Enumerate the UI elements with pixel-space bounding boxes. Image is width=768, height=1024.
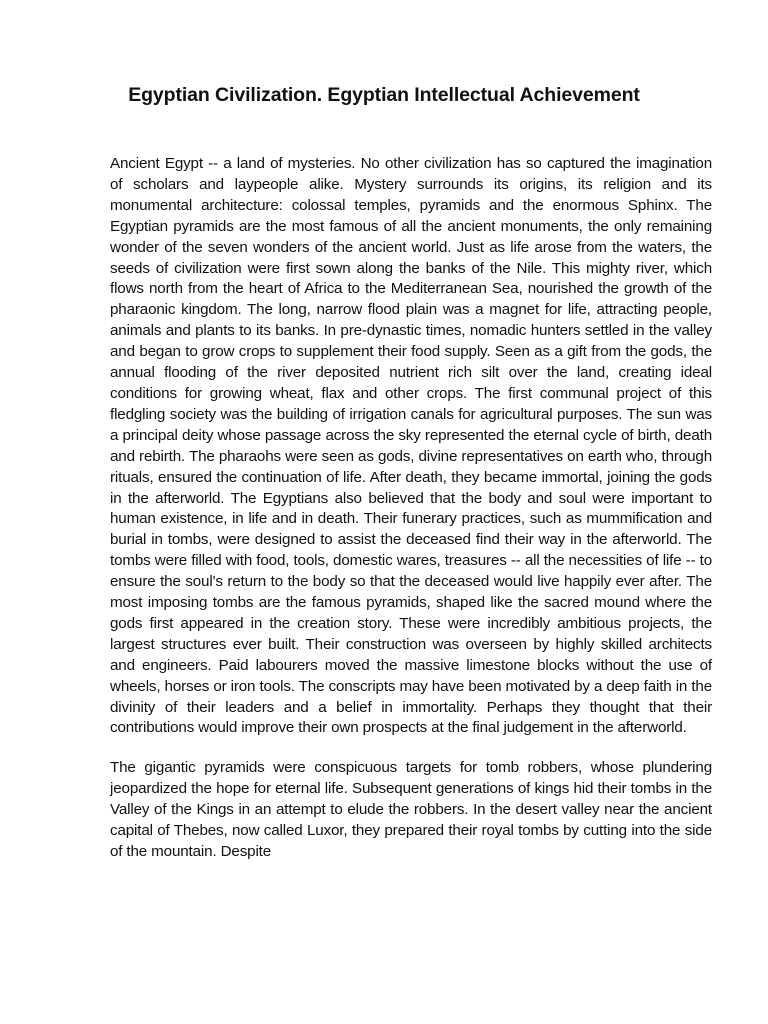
document-title: Egyptian Civilization. Egyptian Intellectual Achievement bbox=[128, 84, 640, 107]
paragraph-2: The gigantic pyramids were conspicuous targets for tomb robbers, whose plundering jeopardized the hope for eternal life. Subsequent generations of kings hid their tombs in the Valley of the Kings in an attempt to elude the robbers. In the desert valley near the ancient capital of Thebes, now called Luxor, they prepared their royal tombs by cutting into the side of the mountain. Despite bbox=[110, 759, 712, 860]
document-body bbox=[110, 154, 712, 882]
paragraph-1: Ancient Egypt -- a land of mysteries. No other civilization has so captured the imagination of scholars and laypeople alike. Mystery surrounds its origins, its religion and its monumental architecture: colossal temples, pyramids and the enormous Sphinx. The Egyptian pyramids are the most famous of all the ancient monuments, the only remaining wonder of the seven wonders of the ancient world. Just as life arose from the waters, the seeds of civilization were first sown along the banks of the Nile. This mighty river, which flows north from the heart of Africa to the Mediterranean Sea, nourished the growth of the pharaonic kingdom. The long, narrow flood plain was a magnet for life, attracting people, animals and plants to its banks. In pre-dynastic times, nomadic hunters settled in the valley and began to grow crops to supplement their food supply. Seen as a gift from the gods, the annual flooding of the river deposited nutrient rich silt over the land, creating ideal conditions for growing wheat, flax and other crops. The first communal project of this fledgling society was the building of irrigation canals for agricultural purposes. The sun was a principal deity whose passage across the sky represented the eternal cycle of birth, death and rebirth. The pharaohs were seen as gods, divine representatives on earth who, through rituals, ensured the continuation of life. After death, they became immortal, joining the gods in the afterworld. The Egyptians also believed that the body and soul were important to human existence, in life and in death. Their funerary practices, such as mummification and burial in tombs, were designed to assist the deceased find their way in the afterworld. The tombs were filled with food, tools, domestic wares, treasures -- all the necessities of life -- to ensure the soul's return to the body so that the deceased would live happily ever after. The most imposing tombs are the famous pyramids, shaped like the sacred mound where the gods first appeared in the creation story. These were incredibly ambitious projects, the largest structures ever built. Their construction was overseen by highly skilled architects and engineers. Paid labourers moved the massive limestone blocks without the use of wheels, horses or iron tools. The conscripts may have been motivated by a deep faith in the divinity of their leaders and a belief in immortality. Perhaps they thought that their contributions would improve their own prospects at the final judgement in the afterworld. bbox=[110, 155, 712, 737]
